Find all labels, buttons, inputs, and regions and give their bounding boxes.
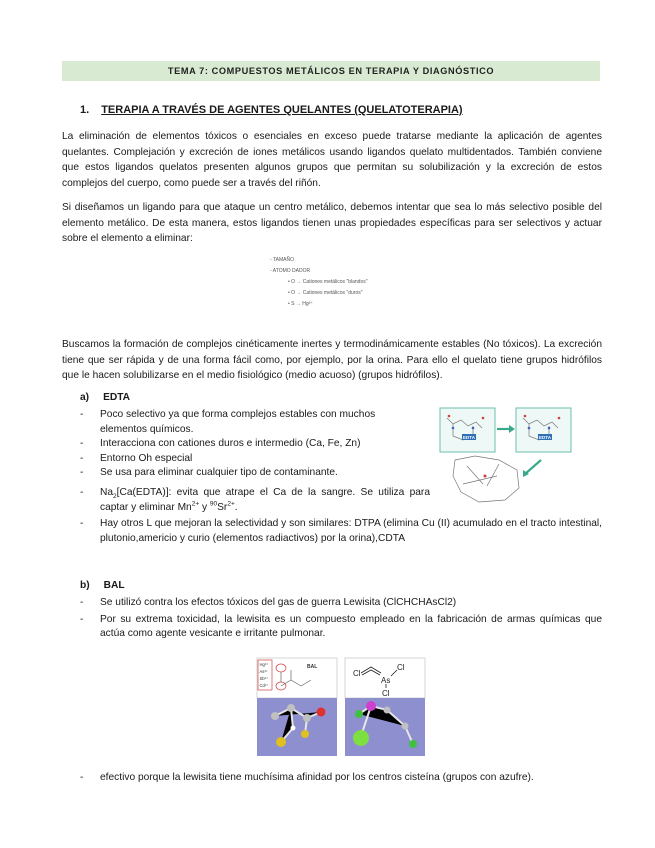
list-item: - Se usa para eliminar cualquier tipo de contaminante. <box>80 467 338 478</box>
small-list-item: • O → Cationes metálicos "blandos" <box>288 279 368 285</box>
small-list-item: • O → Cationes metálicos "duros" <box>288 290 363 296</box>
section-1-heading <box>80 104 463 116</box>
list-item: - efectivo porque la lewisita tiene muchísima afinidad por los centros cisteína (grupos con azufre). <box>80 772 534 783</box>
bal-bullets <box>80 596 602 642</box>
bal-3d-model <box>257 698 337 756</box>
list-item: - Se utilizó contra los efectos tóxicos del gas de guerra Lewisita (ClCHCHAsCl2) <box>80 597 457 608</box>
small-list-item: - TAMAÑO <box>270 257 294 263</box>
edta-bullets-narrow <box>80 408 390 481</box>
paragraph-3: Buscamos la formación de complejos cinéticamente inertes y termodinámicamente estables (No tóxicos). La excreción tiene que ser rápida y de una forma fácil como, por ejemplo, por la orina. Para ello el quelato tiene grupos hidrófilos que le hacen solubilizarse en el medio fisiológico (medio acuoso) (grupos hidrófilos). <box>62 339 602 381</box>
small-list-item: - ATOMO DADOR <box>270 268 311 274</box>
svg-text:Hg²⁺: Hg²⁺ <box>259 662 269 667</box>
selectivity-list-image <box>270 255 368 310</box>
bal-title: BAL <box>103 580 125 591</box>
edta-marker: a) <box>80 392 90 403</box>
edta-na-bullet <box>80 486 430 515</box>
bal-figure <box>255 656 431 758</box>
edta-title: EDTA <box>103 392 131 403</box>
edta-heading <box>80 392 130 403</box>
edta-bullets-wide <box>80 517 602 546</box>
edta-label-1: EDTA <box>463 434 475 440</box>
list-item: - Poco selectivo ya que forma complejos estables con muchos elementos químicos. <box>80 409 376 435</box>
bal-last-bullet <box>80 771 602 786</box>
bal-label: BAL <box>307 664 318 670</box>
svg-text:Cl: Cl <box>397 663 405 672</box>
svg-text:As³⁺: As³⁺ <box>259 669 268 674</box>
small-list-item: • S → Hg²⁺ <box>288 301 313 307</box>
svg-text:Cl: Cl <box>382 689 390 698</box>
edta-box-2 <box>516 408 571 452</box>
svg-text:Cd²⁺: Cd²⁺ <box>259 683 269 688</box>
paragraph-1: La eliminación de elementos tóxicos o esenciales en exceso puede tratarse mediante la aplicación de agentes quelantes. Complejación y excreción de iones metálicos usando ligandos quelato multidentados. También conviene que estos ligandos quelatos presenten algunos grupos que permitan su solubilización y la excreción de estos complejos del cuerpo, como puede ser a través del riñón. <box>62 131 602 189</box>
list-item: - Hay otros L que mejoran la selectividad y son similares: DTPA (elimina Cu (II) acumulado en el tracto intestinal, plutonio,americio y curio (elementos radiactivos) por la orina),CDTA <box>80 518 602 544</box>
list-item: - Interacciona con cationes duros e intermedio (Ca, Fe, Zn) <box>80 438 361 449</box>
paragraph-2: Si diseñamos un ligando para que ataque un centro metálico, debemos intentar que sea lo más selectivo posible del elemento metálico. De esta manera, estos ligandos tienen unas propiedades específicas para ser selectivos y actuar sobre el elemento a eliminar: <box>62 202 602 244</box>
list-item: - $Na_2[Ca(EDTA)]$: evita que atrape el Ca de la sangre. Se utiliza para captar y eliminar $Mn^{2+}$ y $^{90}Sr^{2+}$. <box>80 487 430 513</box>
section-title: TERAPIA A TRAVÉS DE AGENTES QUELANTES (QUELATOTERAPIA) <box>101 104 463 116</box>
bal-marker: b) <box>80 580 90 591</box>
chapter-title: TEMA 7: COMPUESTOS METÁLICOS EN TERAPIA Y DIAGNÓSTICO <box>167 66 495 76</box>
edta-figure <box>437 404 575 506</box>
svg-text:As: As <box>381 676 391 685</box>
bal-heading <box>80 580 125 591</box>
svg-text:Sb³⁺: Sb³⁺ <box>259 676 269 681</box>
edta-label-2: EDTA <box>539 434 551 440</box>
list-item: - Entorno Oh especial <box>80 452 193 464</box>
svg-text:Cl: Cl <box>353 669 361 678</box>
chapter-header <box>62 61 600 81</box>
section-number: 1. <box>80 104 90 116</box>
edta-box-1 <box>440 408 495 452</box>
list-item: - Por su extrema toxicidad, la lewisita es un compuesto empleado en la fabricación de armas químicas que actúa como agente vesicante e irritante pulmonar. <box>80 613 602 639</box>
